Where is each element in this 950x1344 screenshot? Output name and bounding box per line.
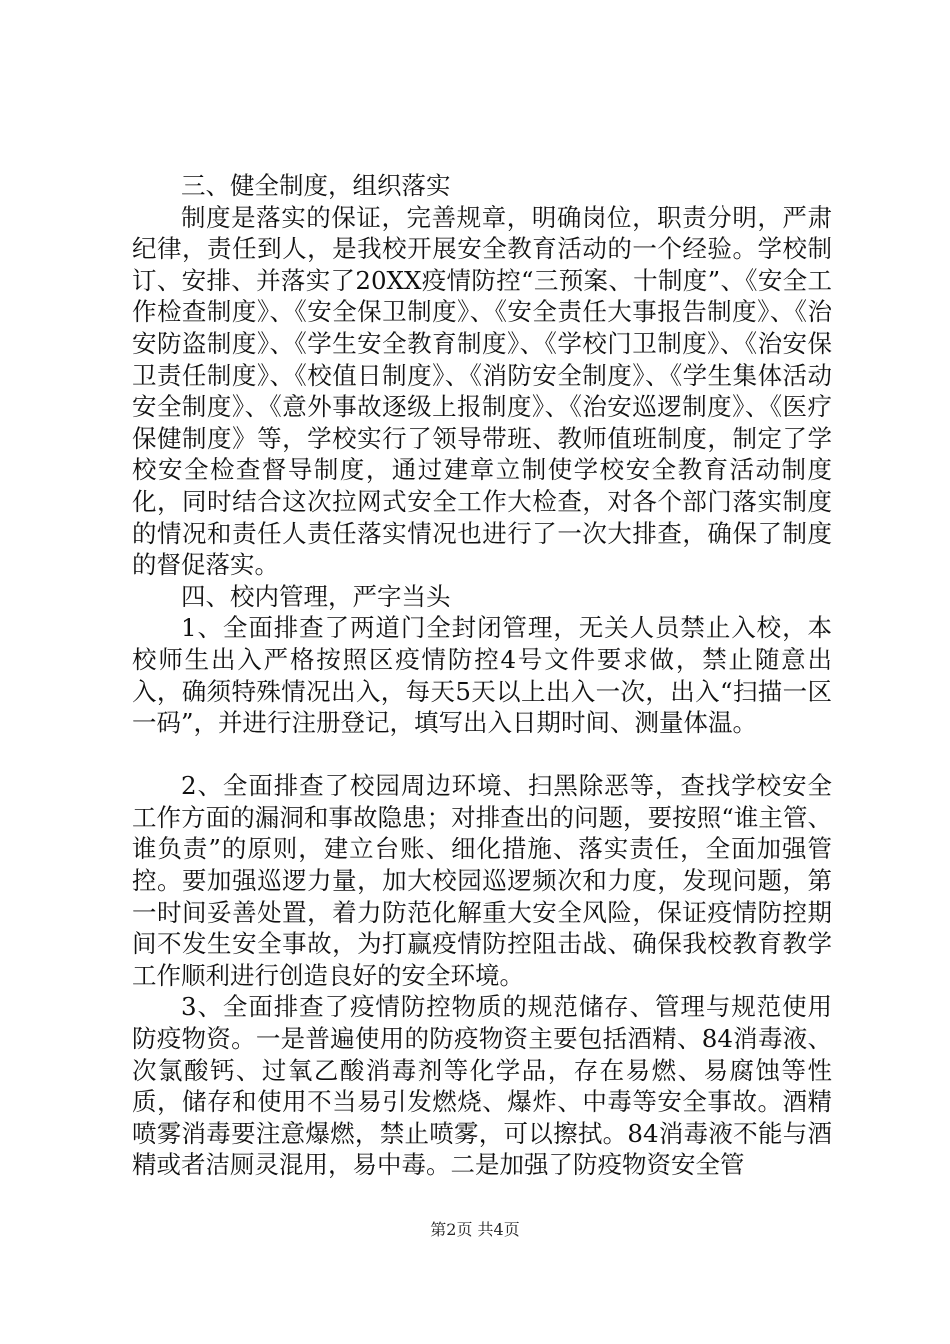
section-heading-3: 三、健全制度，组织落实 [181,171,451,200]
paragraph-item-3: 3、全面排查了疫情防控物质的规范储存、管理与规范使用防疫物资。一是普遍使用的防疫物资主要包括酒精、84消毒液、次氯酸钙、过氧乙酸消毒剂等化学品，存在易燃、易腐蚀等性质，储存和使用不当易引发燃烧、爆炸、中毒等安全事故。酒精喷雾消毒要注意爆燃，禁止喷雾，可以擦拭。84消毒液不能与酒精或者洁厕灵混用，易中毒。二是加强了防疫物资安全管 [132,992,832,1180]
paragraph-system: 制度是落实的保证，完善规章，明确岗位，职责分明，严肃纪律，责任到人，是我校开展安全教育活动的一个经验。学校制订、安排、并落实了20XX疫情防控“三预案、十制度”、《安全工作检查制度》、《安全保卫制度》、《安全责任大事报告制度》、《治安防盗制度》、《学生安全教育制度》、《学校门卫制度》、《治安保卫责任制度》、《校值日制度》、《消防安全制度》、《学生集体活动安全制度》、《意外事故逐级上报制度》、《治安巡逻制度》、《医疗保健制度》等，学校实行了领导带班、教师值班制度，制定了学校安全检查督导制度，通过建章立制使学校安全教育活动制度化，同时结合这次拉网式安全工作大检查，对各个部门落实制度的情况和责任人责任落实情况也进行了一次大排查，确保了制度的督促落实。 [132,202,832,580]
paragraph-item-2: 2、全面排查了校园周边环境、扫黑除恶等，查找学校安全工作方面的漏洞和事故隐患；对排查出的问题，要按照“谁主管、谁负责”的原则，建立台账、细化措施、落实责任，全面加强管控。要加强巡逻力量，加大校园巡逻频次和力度，发现问题，第一时间妥善处置，着力防范化解重大安全风险，保证疫情防控期间不发生安全事故，为打赢疫情防控阻击战、确保我校教育教学工作顺利进行创造良好的安全环境。 [132,771,832,990]
document-body [132,170,832,1181]
page-number-footer: 第2页 共4页 [430,1220,520,1239]
paragraph-spacer [132,739,832,771]
paragraph-item-1: 1、全面排查了两道门全封闭管理，无关人员禁止入校，本校师生出入严格按照区疫情防控4号文件要求做，禁止随意出入，确须特殊情况出入，每天5天以上出入一次，出入“扫描一区一码”，并进行注册登记，填写出入日期时间、测量体温。 [132,613,832,738]
section-heading-4: 四、校内管理，严字当头 [181,581,451,611]
